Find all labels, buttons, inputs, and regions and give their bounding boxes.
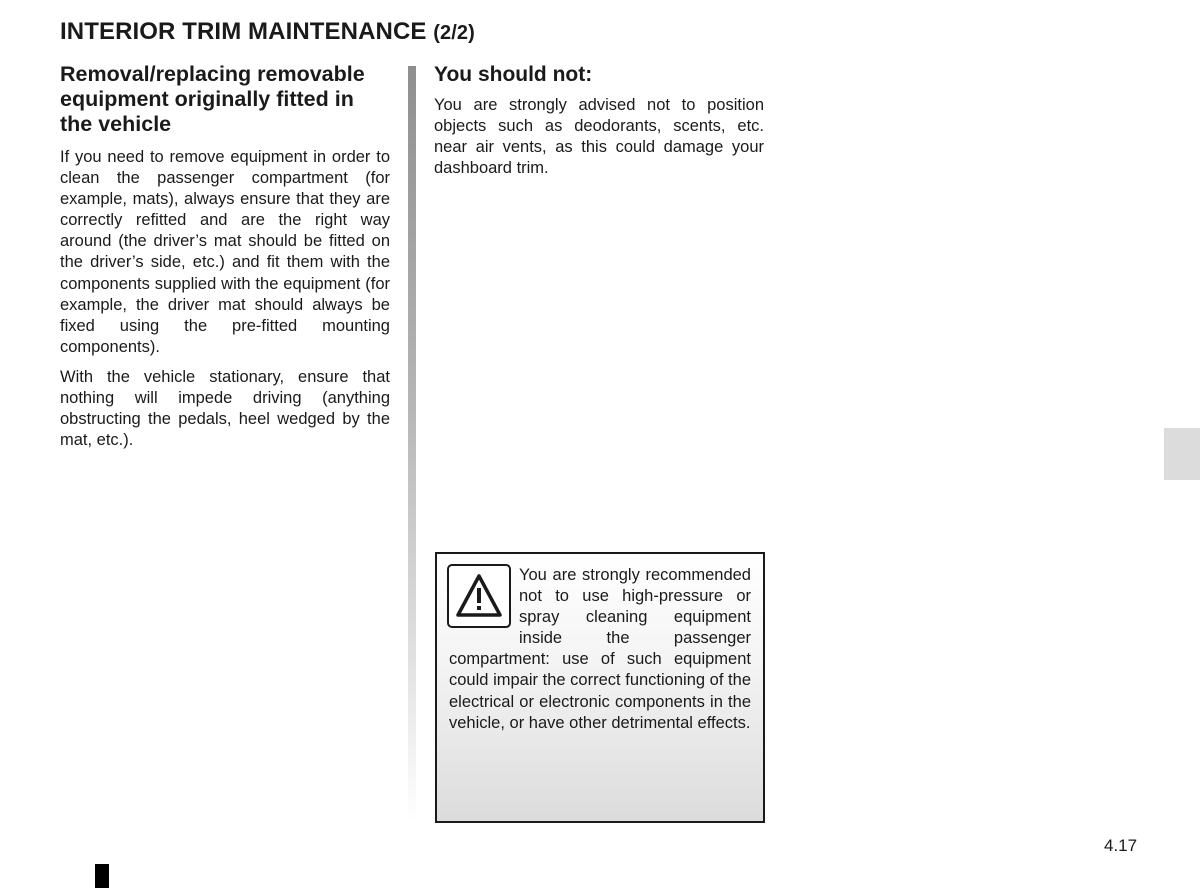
removal-section [60, 62, 390, 460]
warning-text-block [449, 565, 751, 734]
page-title-part: (2/2) [433, 22, 475, 44]
page-title [60, 18, 475, 46]
page-number: 4.17 [1104, 836, 1138, 855]
column-divider [408, 66, 416, 821]
removal-paragraph-2: With the vehicle stationary, ensure that nothing will impede driving (anything obstructing the pedals, heel wedged by the mat, etc.). [60, 367, 390, 450]
chapter-tab [1164, 428, 1200, 480]
corner-mark [95, 864, 109, 888]
you-should-not-section [434, 62, 764, 188]
warning-box [435, 552, 765, 823]
page-title-text: INTERIOR TRIM MAINTENANCE [60, 18, 427, 45]
removal-heading: Removal/replacing removable equipment originally fitted in the vehicle [60, 62, 365, 136]
removal-paragraph-1: If you need to remove equipment in order to clean the passenger compartment (for example, mats), always ensure that they are correctly refitted and are the right way around (the driver’s mat should be fitted on the driver’s side, etc.) and fit them with the components supplied with the equipment (for example, the driver mat should always be fixed using the pre-fitted mounting components). [60, 148, 390, 356]
you-should-not-paragraph: You are strongly advised not to position objects such as deodorants, scents, etc. near air vents, as this could damage your dashboard trim. [434, 96, 764, 178]
you-should-not-heading: You should not: [434, 63, 593, 86]
warning-text: You are strongly recommended not to use high-pressure or spray cleaning equipment inside the passenger compartment: use of such equipment could impair the correct functioning of the electrical or electronic components in the vehicle, or have other detrimental effects. [449, 566, 751, 732]
